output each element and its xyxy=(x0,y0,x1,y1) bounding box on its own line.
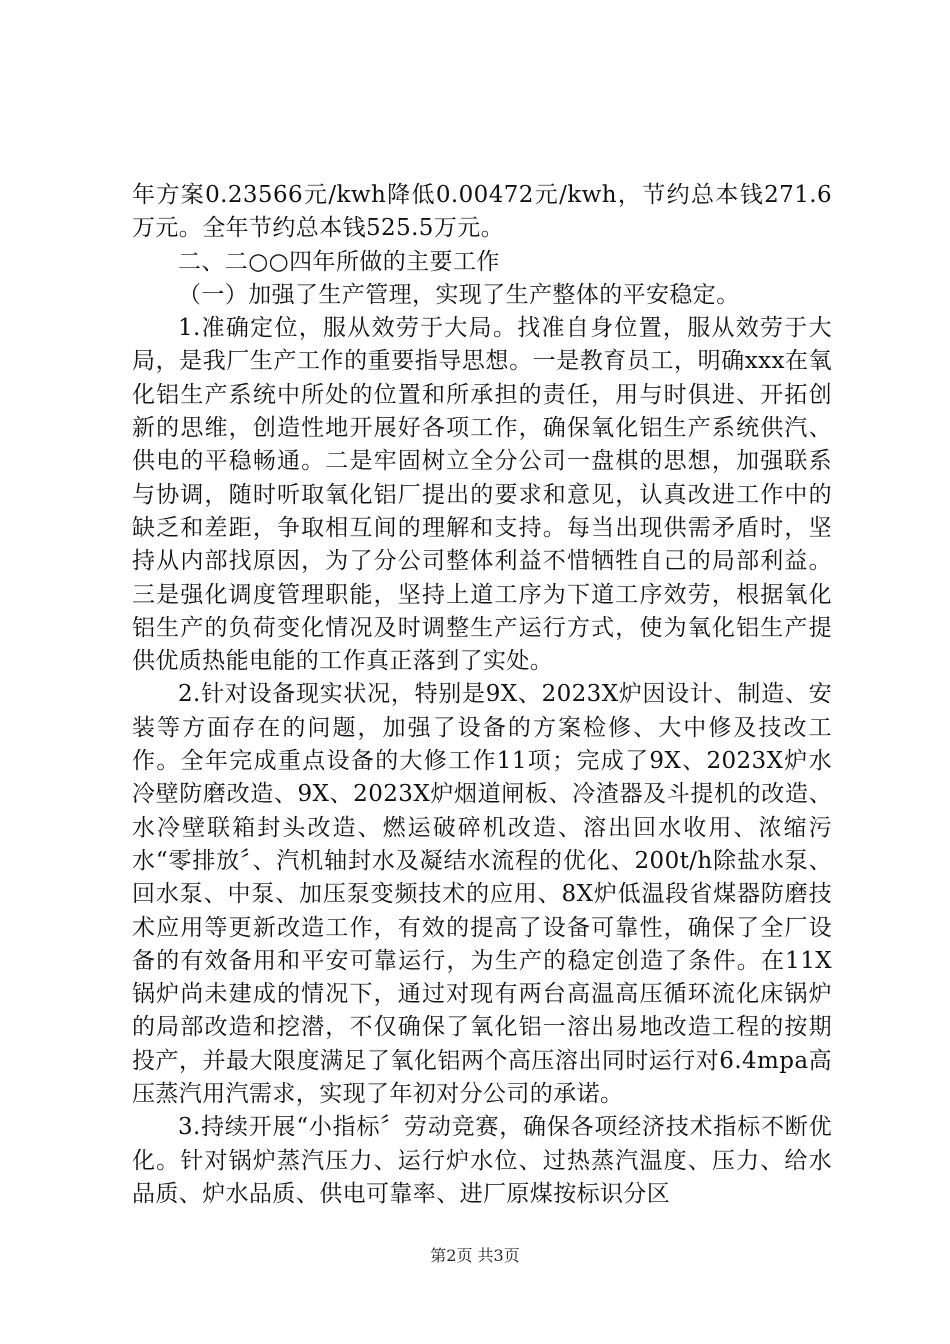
subsection-heading-production-management: （一）加强了生产管理，实现了生产整体的平安稳定。 xyxy=(178,281,740,308)
page-number-footer: 第2页 共3页 xyxy=(430,1246,520,1265)
section-heading-main-work: 二、二○○四年所做的主要工作 xyxy=(178,248,500,275)
paragraph-item-3-competition: 3.持续开展“小指标〞劳动竞赛，确保各项经济技术指标不断优化。针对锅炉蒸汽压力、运行炉水位、过热蒸汽温度、压力、给水品质、炉水品质、供电可靠率、进厂原煤按标识分区 xyxy=(132,1114,832,1207)
paragraph-item-1-positioning: 1.准确定位，服从效劳于大局。找准自身位置，服从效劳于大局，是我厂生产工作的重要指导思想。一是教育员工，明确xxx在氧化铝生产系统中所处的位置和所承担的责任，用与时俱进、开拓创新的思维，创造性地开展好各项工作，确保氧化铝生产系统供汽、供电的平稳畅通。二是牢固树立全分公司一盘棋的思想，加强联系与协调，随时听取氧化铝厂提出的要求和意见，认真改进工作中的缺乏和差距，争取相互间的理解和支持。每当出现供需矛盾时，坚持从内部找原因，为了分公司整体利益不惜牺牲自己的局部利益。三是强化调度管理职能，坚持上道工序为下道工序效劳，根据氧化铝生产的负荷变化情况及时调整生产运行方式，使为氧化铝生产提供优质热能电能的工作真正落到了实处。 xyxy=(132,315,832,675)
document-body xyxy=(132,179,832,1211)
paragraph-item-2-equipment: 2.针对设备现实状况，特别是9X、2023X炉因设计、制造、安装等方面存在的问题，加强了设备的方案检修、大中修及技改工作。全年完成重点设备的大修工作11项；完成了9X、2023X炉水冷壁防磨改造、9X、2023X炉烟道闸板、冷渣器及斗提机的改造、水冷壁联箱封头改造、燃运破碎机改造、溶出回水收用、浓缩污水“零排放〞、汽机轴封水及凝结水流程的优化、200t/h除盐水泵、回水泵、中泵、加压泵变频技术的应用、8X炉低温段省煤器防磨技术应用等更新改造工作，有效的提高了设备可靠性，确保了全厂设备的有效备用和平安可靠运行，为生产的稳定创造了条件。在11X锅炉尚未建成的情况下，通过对现有两台高温高压循环流化床锅炉的局部改造和挖潜，不仅确保了氧化铝一溶出易地改造工程的按期投产，并最大限度满足了氧化铝两个高压溶出同时运行对6.4mpa高压蒸汽用汽需求，实现了年初对分公司的承诺。 xyxy=(132,681,832,1108)
paragraph-cost-savings: 年方案0.23566元/kwh降低0.00472元/kwh，节约总本钱271.6万元。全年节约总本钱525.5万元。 xyxy=(132,182,832,242)
